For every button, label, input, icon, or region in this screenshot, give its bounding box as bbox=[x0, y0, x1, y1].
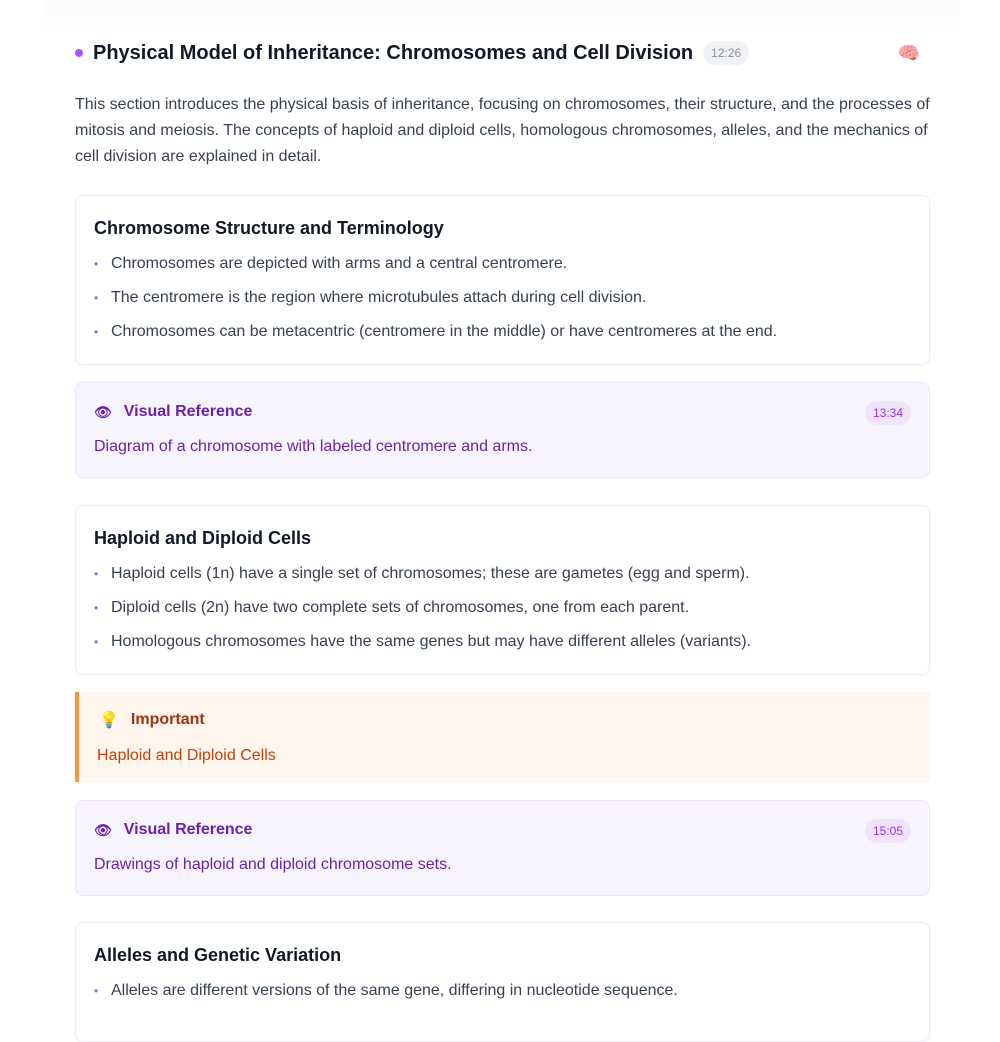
visual-label: Visual Reference bbox=[123, 403, 253, 420]
list-item: • The centromere is the region where microtubules attach during cell division. bbox=[94, 281, 911, 315]
important-text: Haploid and Diploid Cells bbox=[97, 747, 276, 764]
list-item: • Chromosomes are depicted with arms and a central centromere. bbox=[94, 247, 911, 281]
list-item: • Haploid cells (1n) have a single set of chromosomes; these are gametes (egg and sperm). bbox=[94, 557, 911, 591]
timestamp-badge[interactable]: 12:26 bbox=[703, 41, 749, 65]
section-card bbox=[75, 922, 930, 1042]
section-card bbox=[75, 505, 930, 675]
section-title: Alleles and Genetic Variation bbox=[94, 945, 342, 965]
section-card bbox=[75, 195, 930, 365]
eye-icon: 👁 bbox=[94, 403, 112, 420]
list-item: • Alleles are different versions of the same gene, differing in nucleotide sequence. bbox=[94, 974, 911, 1008]
list-item: • Diploid cells (2n) have two complete sets of chromosomes, one from each parent. bbox=[94, 591, 911, 625]
page-title: Physical Model of Inheritance: Chromosomes and Cell Division bbox=[93, 41, 694, 64]
section-header bbox=[75, 38, 930, 68]
visual-text: Diagram of a chromosome with labeled centromere and arms. bbox=[94, 438, 533, 455]
section-title: Chromosome Structure and Terminology bbox=[94, 218, 444, 238]
top-bar bbox=[45, 0, 960, 32]
intro-text: This section introduces the physical basis of inheritance, focusing on chromosomes, their structure, and the processes of mitosis and meiosis. The concepts of haploid and diploid cells, homologous chromosomes, alleles, and the mechanics of cell division are explained in detail. bbox=[75, 96, 930, 165]
important-callout bbox=[75, 692, 930, 782]
lightbulb-icon: 💡 bbox=[99, 712, 119, 729]
list-item: • Chromosomes can be metacentric (centromere in the middle) or have centromeres at the end. bbox=[94, 315, 911, 349]
visual-reference-card bbox=[75, 382, 930, 478]
brain-icon[interactable]: 🧠 bbox=[897, 42, 920, 63]
visual-text: Drawings of haploid and diploid chromosome sets. bbox=[94, 856, 452, 873]
list-item: • Homologous chromosomes have the same genes but may have different alleles (variants). bbox=[94, 625, 911, 659]
eye-icon: 👁 bbox=[94, 821, 112, 838]
section-title: Haploid and Diploid Cells bbox=[94, 528, 312, 548]
bullet-dot bbox=[75, 49, 83, 57]
timestamp-badge[interactable]: 13:34 bbox=[865, 401, 911, 425]
visual-reference-card bbox=[75, 800, 930, 896]
visual-label: Visual Reference bbox=[123, 821, 253, 838]
timestamp-badge[interactable]: 15:05 bbox=[865, 819, 911, 843]
important-label: Important bbox=[130, 711, 205, 728]
